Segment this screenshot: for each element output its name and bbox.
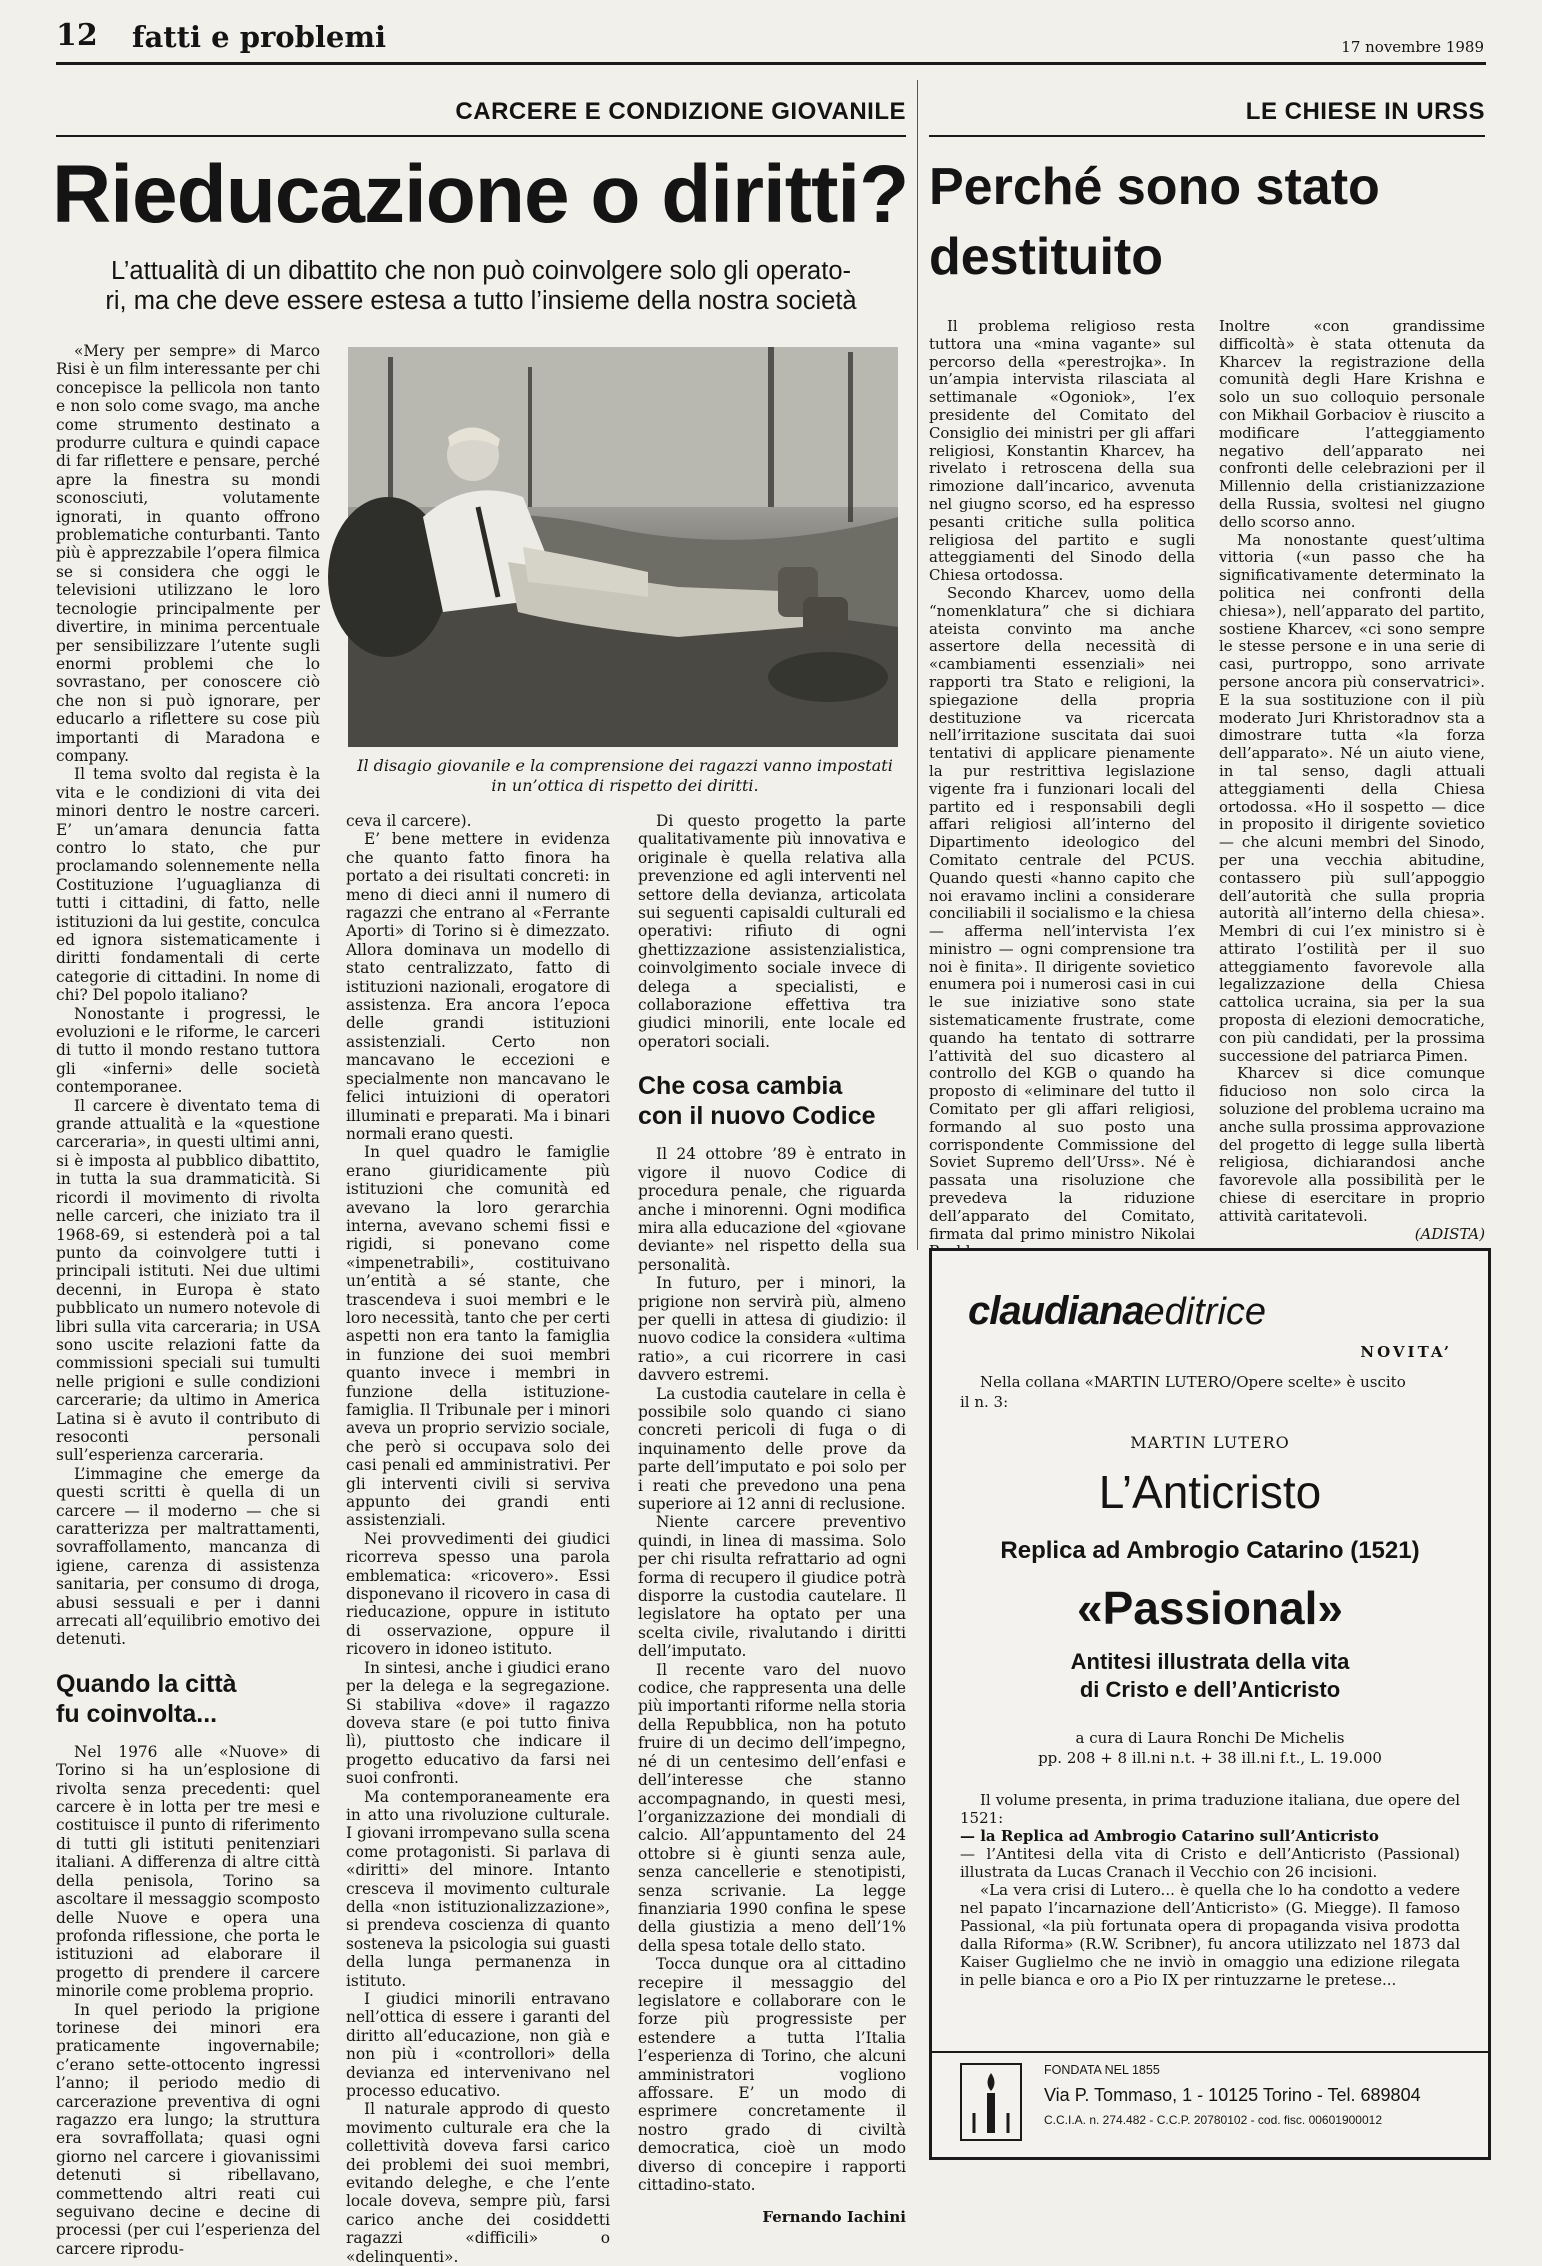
article-title: Rieducazione o diritti? xyxy=(52,149,909,240)
right-col-a-paragraph: Il problema religioso resta tuttora una «mina vagante» sul percorso della «perestrojka». In un’ampia intervista rilasciata al settimanale «Ogoniok», l’ex presidente del Comitato del Consiglio dei ministri per gli affari religiosi, Konstantin Kharcev, ha rivelato i retroscena della sua rimozione dall’incarico, avvenuta nel giugno scorso, ed ha espresso pesanti critiche sulla politica religiosa del partito e sugli atteggiamenti del Sinodo della Chiesa ortodossa. xyxy=(929,317,1195,585)
right-source: (ADISTA) xyxy=(1414,1224,1485,1243)
photo-illustration xyxy=(348,347,898,747)
article-signature: Fernando Iachini xyxy=(762,2208,906,2227)
right-col-b-paragraph: Inoltre «con grandissime difficoltà» è stata ottenuta da Kharcev la registrazione della comunità degli Hare Krishna e solo un suo colloquio personale con Mikhail Gorbaciov è riuscito a modificare l’atteggiamento negativo dell’apparato nei confronti delle celebrazioni per il Millennio della cristianizzazione della Russia, svoltesi nel giugno dello scorso anno. xyxy=(1219,317,1485,531)
col1-paragraph: Il tema svolto dal regista è la vita e le condizioni di vita dei minori dentro le nostre carceri. E’ un’amara denuncia fatta contro lo stato, che pur proclamando solennemente nella Costituzione l’uguaglianza di tutti i cittadini, di fatto, nelle istituzioni da lui gestite, conculca ed ignora sistematicamente i diritti fondamentali di certe categorie di cittadini. In nome di chi? Del popolo italiano? xyxy=(56,765,320,1005)
right-col-b-paragraph: Kharcev si dice comunque fiducioso non solo circa la soluzione del problema ucraino ma anche sulla prossima approvazione del progetto di legge sulla libertà religiosa, dichiarandosi anche favorevole alla possibilità per le chiese di esercitare in proprio attività caritatevoli. xyxy=(1219,1064,1485,1225)
right-title-2: destituito xyxy=(929,228,1163,286)
col2-paragraph: In sintesi, anche i giudici erano per la delega e la segregazione. Si stabiliva «dove» il ragazzo doveva stare (e poi tutto finiva lì), piuttosto che indicare il progetto educativo da farsi nei suoi confronti. xyxy=(346,1658,610,1788)
article-photo xyxy=(348,347,898,747)
col3-paragraph: Il recente varo del nuovo codice, che rappresenta una delle più importanti riforme nella storia della Repubblica, non ha potuto fruire di un decimo dell’impegno, né di un centesimo dell’enfasi e dell’interesse che stanno accompagnando, in questi mesi, l’organizzazione dei mondiali di calcio. All’appuntamento del 24 ottobre si è giunti senza aule, senza cancellerie e stenotipisti, senza scrivanie. La legge finanziaria 1990 confina le spese della giustizia a meno dell’1% della spesa totale dello stato. xyxy=(638,1660,906,1955)
photo-caption-2: in un’ottica di rispetto dei diritti. xyxy=(491,776,759,795)
ad-description xyxy=(960,1791,1460,1989)
ad-intro-2: il n. 3: xyxy=(960,1393,1009,1411)
col2-paragraph: Nei provvedimenti dei giudici ricorreva spesso una parola emblematica: «ricovero». Essi disponevano il ricovero in casa di rieducazione, oppure in istituto di osservazione, oppure il ricovero in idoneo istituto. xyxy=(346,1529,610,1659)
ad-title-anticristo: L’Anticristo xyxy=(1098,1466,1322,1518)
claudiana-ad xyxy=(929,1248,1491,2160)
col3-paragraph: Il 24 ottobre ’89 è entrato in vigore il nuovo Codice di procedura penale, che riguarda anche i minorenni. Ogni modifica mira alla educazione del «giovane deviante» nel rispetto della sua personalità. xyxy=(638,1145,906,1274)
col2-paragraph: In quel quadro le famiglie erano giuridicamente più istituzioni che comunità ed avevano la loro gerarchia interna, avevano schemi fissi e rigidi, si ponevano come «impenetrabili», costituivano un’entità a sé stante, che trascendeva i suoi membri e le loro necessità, tanto che per certi aspetti non era tanto la famiglia in funzione dei suoi membri quanto invece i membri in funzione della istituzione-famiglia. Il Tribunale per i minori aveva un proprio servizio sociale, che però si occupava solo dei casi penali ed amministrativi. Per gli interventi civili si serviva appunto dei grandi enti assistenziali. xyxy=(346,1143,610,1530)
candle-icon xyxy=(962,2065,1020,2139)
ad-brand xyxy=(968,1289,1266,1334)
ad-novita: NOVITA’ xyxy=(1360,1343,1452,1361)
col2-paragraph: Ma contemporaneamente era in atto una rivoluzione culturale. I giovani irrompevano sulla scena come protagonisti. Si parlava di «diritti» del minore. Intanto cresceva il movimento culturale della «non istituzionalizzazione», si prendeva coscienza di quanto sosteneva la psicologia sui guasti della lunga permanenza in istituto. xyxy=(346,1787,610,1990)
col1-paragraph: Il carcere è diventato tema di grande attualità e la «questione carceraria», in questi ultimi anni, si è imposta al pubblico dibattito, in tutta la sua drammaticità. Si ricordi il movimento di rivolta nelle carceri, che iniziato tra il 1968-69, si estenderà poi a tal punto da coinvolgere tutti i principali istituti. Nei due ultimi decenni, in Europa è stato pubblicato un numero notevole di libri sulla vita carceraria; in USA sono uscite relazioni fatte da commissioni speciali sui tumulti nelle prigioni e sulle condizioni carcerarie; da ultimo in America Latina si è avuto il contributo di resoconti personali sull’esperienza carceraria. xyxy=(56,1096,320,1465)
col1-paragraph: Nonostante i progressi, le evoluzioni e le riforme, le carceri di tutto il mondo restano tuttora gli «inferni» delle società contemporanee. xyxy=(56,1004,320,1097)
ad-quote: «La vera crisi di Lutero... è quella che lo ha condotto a vedere nel papato l’incarnazione dell’Anticristo» (G. Miegge). Il famoso Passional, «la più fortunata opera di propaganda visiva prodotta dalla Riforma» (R.W. Scribner), fu ancora utilizzato nel 1873 dal Kaiser Guglielmo che ne inviò in omaggio una edizione rilegata in pelle bianca e oro a Pio IX per rintuzzarne le pretese... xyxy=(960,1881,1460,1989)
col2-paragraph: E’ bene mettere in evidenza che quanto fatto finora ha portato a dei risultati concreti: in meno di dieci anni il numero di ragazzi che entrano al «Ferrante Aporti» di Torino si è dimezzato. Allora dominava un modello di stato centralizzato, fatto di istituzioni nazionali, erogatore di assistenza. Era ancora l’epoca delle grandi istituzioni assistenziali. Certo non mancavano le eccezioni e specialmente non mancavano le felici intuizioni di operatori illuminati e preparati. Ma i binari normali erano questi. xyxy=(346,830,610,1143)
col2-paragraph: I giudici minorili entravano nell’ottica di essere i garanti del diritto all’educazione, non già e non più i «controllori» della devianza ed intervenivano nel processo educativo. xyxy=(346,1990,610,2101)
ad-subtitle-replica: Replica ad Ambrogio Catarino (1521) xyxy=(1000,1537,1420,1564)
photo-caption-1: Il disagio giovanile e la comprensione dei ragazzi vanno impostati xyxy=(357,756,893,775)
ad-author: MARTIN LUTERO xyxy=(1130,1433,1290,1452)
right-col-b-paragraph: Ma nonostante quest’ultima vittoria («un passo che ha significativamente determinato la politica nei confronti della chiesa»), nell’apparato del partito, sostiene Kharcev, «ci sono sempre le stesse persone e in una serie di casi, purtroppo, sono arrivate persone ancora più conservatrici». E la sua sostituzione con il più moderato Juri Khristoradnov sta a dimostrare tutta «la forza dell’apparato». Né un aiuto viene, in tal senso, dagli attuali atteggiamenti della Chiesa ortodossa. «Ho il sospetto — dice in proposito il dirigente sovietico — che alcuni membri del Sinodo, per una vecchia abitudine, contassero più sull’appoggio dell’autorità che sulla propria autorità all’interno della chiesa». Membri di cui l’ex ministro si è attirato l’ostilità per il suo atteggiamento favorevole alla legalizzazione della Chiesa cattolica ucraina, sia per la sua proposta di elezioni democratiche, con più candidati, per la prossima successione del patriarca Pimen. xyxy=(1219,530,1485,1065)
left-kicker: CARCERE E CONDIZIONE GIOVANILE xyxy=(455,98,906,125)
right-col-a-paragraph: Secondo Kharcev, uomo della “nomenklatura” che si dichiara ateista convinto ma anche assertore della necessità di «cambiamenti essenziali» nei rapporti tra Stato e religioni, la spiegazione della propria destituzione va ricercata nell’irritazione suscitata dai suoi tentativi di applicare pienamente la pur restrittiva legislazione vigente fra i funzionari locali del partito ed i responsabili degli affari religiosi all’interno del Dipartimento ideologico del Comitato centrale del PCUS. Quando questi «hanno capito che noi eravamo inclini a considerare conciliabili il socialismo e la chiesa — afferma nell’intervista l’ex ministro — ogni comprensione tra noi è finita». Il dirigente sovietico enumera poi i numerosi casi in cui le sue iniziative sono state sistematicamente frustrate, come quando ha tentato di sottrarre l’attività del suo dicastero al controllo del KGB o quando ha proposto di «eliminare del tutto il Comitato per gli affari religiosi, formando al suo posto una corrispondente Commissione del Soviet Supremo dell’Urss». Né è passata una risoluzione che prevedeva la riduzione dell’apparato del Comitato, firmata dal primo ministro Nikolai xyxy=(929,583,1195,1243)
section-name: fatti e problemi xyxy=(132,20,387,54)
masthead-rule xyxy=(56,62,1486,65)
ad-footer-rule xyxy=(932,2051,1488,2053)
article-subtitle-1: L’attualità di un dibattito che non può coinvolgere solo gli operato- xyxy=(110,257,851,285)
ad-editor: a cura di Laura Ronchi De Michelis xyxy=(1075,1729,1345,1747)
left-column-1 xyxy=(56,342,320,2258)
col3-paragraph: In futuro, per i minori, la prigione non servirà più, almeno per quelli in attesa di giudizio: il nuovo codice la considera «ultima ratio», a cui ricorrere in casi davvero estremi. xyxy=(638,1274,906,1385)
col3-paragraph: La custodia cautelare in cella è possibile solo quando ci siano concreti pericoli di fuga o di inquinamento delle prove da parte dell’imputato e poi solo per i reati che prevedono una pena superiore ai 12 anni di reclusione. xyxy=(638,1384,906,1513)
article-subtitle-2: ri, ma che deve essere estesa a tutto l’insieme della nostra società xyxy=(105,287,857,315)
right-title-1: Perché sono stato xyxy=(929,158,1380,216)
ad-bullet-2: — l’Antitesi della vita di Cristo e dell’Anticristo (Passional) illustrata da Lucas Cranach il Vecchio con 26 incisioni. xyxy=(960,1845,1460,1881)
left-column-3 xyxy=(638,812,906,2227)
issue-date: 17 novembre 1989 xyxy=(1341,38,1484,56)
column-divider xyxy=(917,80,918,1250)
col3-paragraph: Di questo progetto la parte qualitativamente più innovativa e originale è quella relativa alla prevenzione ed agli interventi nel settore della devianza, articolata sui seguenti capisaldi culturali ed operativi: rifiuto di ogni ghettizzazione assistenzialistica, coinvolgimento sociale invece di delega a specialisti, e collaborazione effettiva tra giudici minorili, ente locale ed operatori sociali. xyxy=(638,812,906,1051)
ad-title-passional: «Passional» xyxy=(1077,1582,1343,1634)
page-number: 12 xyxy=(56,18,98,53)
right-kicker: LE CHIESE IN URSS xyxy=(1245,98,1485,125)
left-column-2 xyxy=(346,812,610,2266)
ad-specs: pp. 208 + 8 ill.ni n.t. + 38 ill.ni f.t., L. 19.000 xyxy=(1038,1749,1382,1767)
ad-brand-bold: claudiana xyxy=(968,1289,1144,1333)
ad-registry: C.C.I.A. n. 274.482 - C.C.P. 20780102 - cod. fisc. 00601900012 xyxy=(1044,2113,1382,2127)
ad-brand-light: editrice xyxy=(1143,1291,1267,1333)
col3-paragraph: Tocca dunque ora al cittadino recepire il messaggio del legislatore e collaborare con le forze più progressiste per estendere a tutta l’Italia l’esperienza di Torino, che alcuni amministratori vogliono affossare. E’ un modo di esprimere concretamente il nostro grado di civiltà democratica, cioè un modo diverso di concepire i rapporti cittadino-stato. xyxy=(638,1955,906,2195)
kicker-rule-right xyxy=(929,135,1485,137)
ad-bullet-1: — la Replica ad Ambrogio Catarino sull’Anticristo xyxy=(960,1827,1379,1845)
ad-address: Via P. Tommaso, 1 - 10125 Torino - Tel. 689804 xyxy=(1044,2085,1421,2105)
col2-paragraph: Il naturale approdo di questo movimento culturale era che la collettività doveva farsi carico dei problemi dei suoi membri, evitando deleghe, e che l’ente locale doveva, sempre più, farsi carico anche dei cosiddetti ragazzi «difficili» o «delinquenti». xyxy=(346,2100,610,2266)
ad-intro-1: Nella collana «MARTIN LUTERO/Opere scelte» è uscito xyxy=(980,1373,1406,1391)
ad-desc-text: Il volume presenta, in prima traduzione italiana, due opere del 1521: xyxy=(960,1791,1460,1827)
right-column-b xyxy=(1219,317,1485,1243)
col1-paragraph: Nel 1976 alle «Nuove» di Torino si ha un’esplosione di rivolta senza precedenti: quel carcere è in lotta per tre mesi e costituisce il punto di riferimento di tutti gli istituti penitenziari italiani. A differenza di altre città della penisola, Torino sa ascoltare il messaggio scomposto delle Nuove e opera una profonda riflessione, che porta le istituzioni ad elaborare il progetto di prendere il carcere minorile come problema proprio. xyxy=(56,1742,320,2001)
col1-paragraph: L’immagine che emerge da questi scritti è quella di un carcere — il moderno — che si caratterizza per maltrattamenti, sovraffollamento, mancanza di igiene, carenza di assistenza sanitaria, per consumo di droga, abusi sessuali e per i danni arrecati all’equilibrio emotivo dei detenuti. xyxy=(56,1464,320,1649)
col1-paragraph: «Mery per sempre» di Marco Risi è un film interessante per chi concepisce la pellicola non tanto e non solo come svago, ma anche come strumento destinato a produrre cultura e quindi capace di far riflettere e pensare, perché apre la finestra su mondi sconosciuti, volutamente ignorati, in quanto offrono problematiche conturbanti. Tanto più è apprezzabile l’opera filmica se si considera che oggi le televisioni utilizzano le loro tecnologie principalmente per divertire, in minima percentuale per sensibilizzare l’utente sugli enormi problemi che lo sovrastano, per conoscere ciò che non si può ignorare, per educarlo a riflettere su cose più importanti di Maradona e company. xyxy=(56,342,320,765)
ad-logo-mark xyxy=(960,2063,1022,2141)
col2-paragraph: ceva il carcere). xyxy=(346,812,472,830)
ad-subtitle-antitesi-2: di Cristo e dell’Anticristo xyxy=(1079,1677,1341,1702)
right-column-a xyxy=(929,317,1195,1243)
kicker-rule-left xyxy=(56,135,906,137)
subhead-city: Quando la città fu coinvolta... xyxy=(56,1669,237,1728)
col3-paragraph: Niente carcere preventivo quindi, in linea di massima. Solo per chi risulta refrattario ad ogni forma di recupero il giudice potrà disporre la custodia cautelare. Il legislatore ha optato per una scelta civile, rivalutando i diritti dell’imputato. xyxy=(638,1513,906,1661)
subhead-codice: Che cosa cambia con il nuovo Codice xyxy=(638,1072,876,1131)
col1-paragraph: In quel periodo la prigione torinese dei minori era praticamente ingovernabile; c’erano sette-ottocento ingressi l’anno; il periodo medio di carcerazione preventiva di ogni ragazzo era lungo; la struttura era sovraffollata; quasi ogni giorno nel carcere i giovanissimi detenuti si ribellavano, commettendo altri reati cui seguivano decine e decine di processi (per cui l’esperienza del carcere riprodu- xyxy=(56,2000,320,2258)
ad-founded: FONDATA NEL 1855 xyxy=(1044,2063,1160,2077)
ad-subtitle-antitesi-1: Antitesi illustrata della vita xyxy=(1070,1649,1350,1674)
